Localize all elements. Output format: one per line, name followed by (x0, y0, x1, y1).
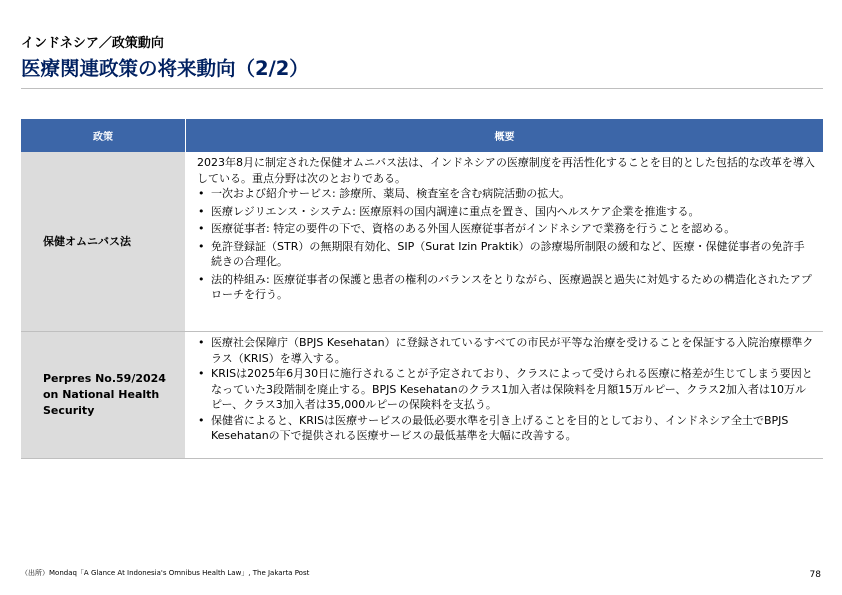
summary-cell (186, 332, 824, 459)
list-item: • KRISは2025年6月30日に施行されることが予定されており、クラスによって受けられる医療に格差が生じてしまう要因となっていた3段階制を廃止する。BPJS Kesehatanのクラス1加入者は保険料を月額15万ルピー、クラス2加入者は10万ルピー、クラス3加入者は35,000ルピーの保険料を支払う。 (197, 366, 815, 413)
table-row (21, 152, 823, 332)
policy-name-cell: 保健オムニバス法 (21, 152, 186, 332)
list-item: • 免許登録証（STR）の無期限有効化、SIP（Surat Izin Praktik）の診療場所制限の緩和など、医療・保健従事者の免許手続きの合理化。 (197, 239, 815, 270)
policy-name-cell: Perpres No.59/2024 on National Health Security (21, 332, 186, 459)
column-header-summary: 概要 (186, 119, 824, 152)
section-subtitle: インドネシア／政策動向 (21, 36, 164, 51)
policy-table (21, 119, 823, 459)
source-note: （出所）Mondaq「A Glance At Indonesia's Omnibus Health Law」, The Jakarta Post (21, 569, 310, 577)
list-item: • 医療社会保障庁（BPJS Kesehatan）に登録されているすべての市民が平等な治療を受けることを保証する入院治療標準クラス（KRIS）を導入する。 (197, 335, 815, 366)
list-item: • 一次および紹介サービス: 診療所、薬局、検査室を含む病院活動の拡大。 (197, 186, 815, 202)
title-divider (21, 88, 823, 89)
table-row (21, 332, 823, 459)
summary-cell (186, 152, 824, 332)
list-item: • 医療レジリエンス・システム: 医療原料の国内調達に重点を置き、国内ヘルスケア企業を推進する。 (197, 204, 815, 220)
list-item: • 保健省によると、KRISは医療サービスの最低必要水準を引き上げることを目的としており、インドネシア全土でBPJS Kesehatanの下で提供される医療サービスの最低基準を大幅に改善する。 (197, 413, 815, 444)
page-title: 医療関連政策の将来動向（2/2） (21, 57, 309, 80)
column-header-policy: 政策 (21, 119, 186, 152)
summary-intro: 2023年8月に制定された保健オムニバス法は、インドネシアの医療制度を再活性化することを目的とした包括的な改革を導入している。重点分野は次のとおりである。 (197, 156, 815, 185)
table-header-row (21, 119, 823, 152)
bullet-list (197, 335, 815, 444)
list-item: • 法的枠組み: 医療従事者の保護と患者の権利のバランスをとりながら、医療過誤と過失に対処するための構造化されたアプローチを行う。 (197, 272, 815, 303)
page-number: 78 (809, 570, 821, 580)
list-item: • 医療従事者: 特定の要件の下で、資格のある外国人医療従事者がインドネシアで業務を行うことを認める。 (197, 221, 815, 237)
bullet-list (197, 186, 815, 303)
